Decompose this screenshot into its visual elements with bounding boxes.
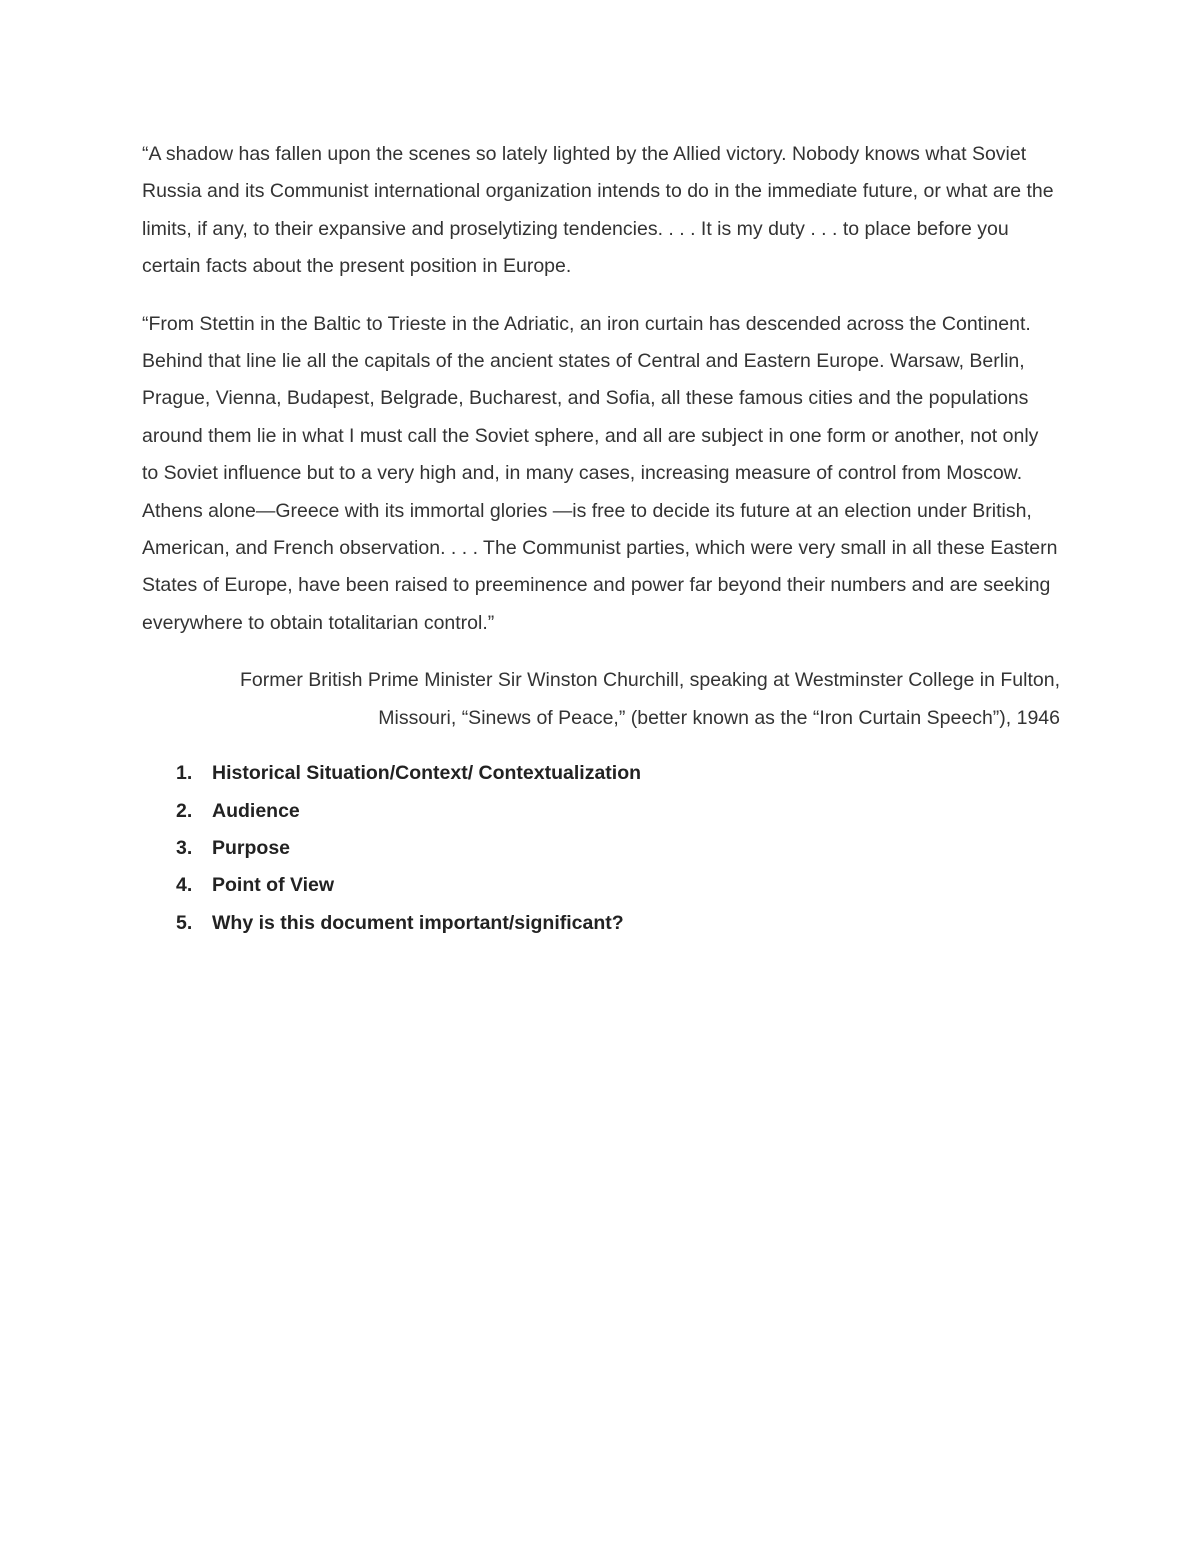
list-item-number: 1. — [176, 762, 193, 785]
list-item-text: Historical Situation/Context/ Contextualization — [212, 762, 642, 785]
list-item-text: Point of View — [212, 874, 335, 897]
list-item — [142, 905, 1060, 942]
document-page — [142, 136, 1060, 942]
quote-paragraph-2: “From Stettin in the Baltic to Trieste in the Adriatic, an iron curtain has descended across the Continent. Behind that line lie all the capitals of the ancient states of Central and Eastern Europe. Warsaw, Berlin, Prague, Vienna, Budapest, Belgrade, Bucharest, and Sofia, all these famous cities and the populations around them lie in what I must call the Soviet sphere, and all are subject in one form or another, not only to Soviet influence but to a very high and, in many cases, increasing measure of control from Moscow. Athens alone—Greece with its immortal glories —is free to decide its future at an election under British, American, and French observation. . . . The Communist parties, which were very small in all these Eastern States of Europe, have been raised to preeminence and power far beyond their numbers and are seeking everywhere to obtain totalitarian control.” — [142, 312, 1058, 634]
list-item-number: 2. — [176, 799, 193, 822]
list-item — [142, 755, 1060, 792]
list-item-text: Audience — [212, 799, 300, 822]
quote-attribution — [142, 662, 1060, 737]
list-item-text: Why is this document important/significant? — [212, 911, 624, 934]
list-item — [142, 830, 1060, 867]
list-item-number: 4. — [176, 874, 193, 897]
list-item-number: 3. — [176, 836, 193, 859]
attribution-line-1: Former British Prime Minister Sir Winston Churchill, speaking at Westminster College in Fulton, — [240, 669, 1060, 692]
question-list — [142, 755, 1060, 942]
attribution-line-2: Missouri, “Sinews of Peace,” (better known as the “Iron Curtain Speech”), 1946 — [378, 706, 1060, 729]
list-item — [142, 867, 1060, 904]
quote-paragraph-1: “A shadow has fallen upon the scenes so lately lighted by the Allied victory. Nobody knows what Soviet Russia and its Communist international organization intends to do in the immediate future, or what are the limits, if any, to their expansive and proselytizing tendencies. . . . It is my duty . . . to place before you certain facts about the present position in Europe. — [142, 143, 1054, 278]
list-item-text: Purpose — [212, 836, 291, 859]
list-item-number: 5. — [176, 911, 193, 934]
list-item — [142, 793, 1060, 830]
